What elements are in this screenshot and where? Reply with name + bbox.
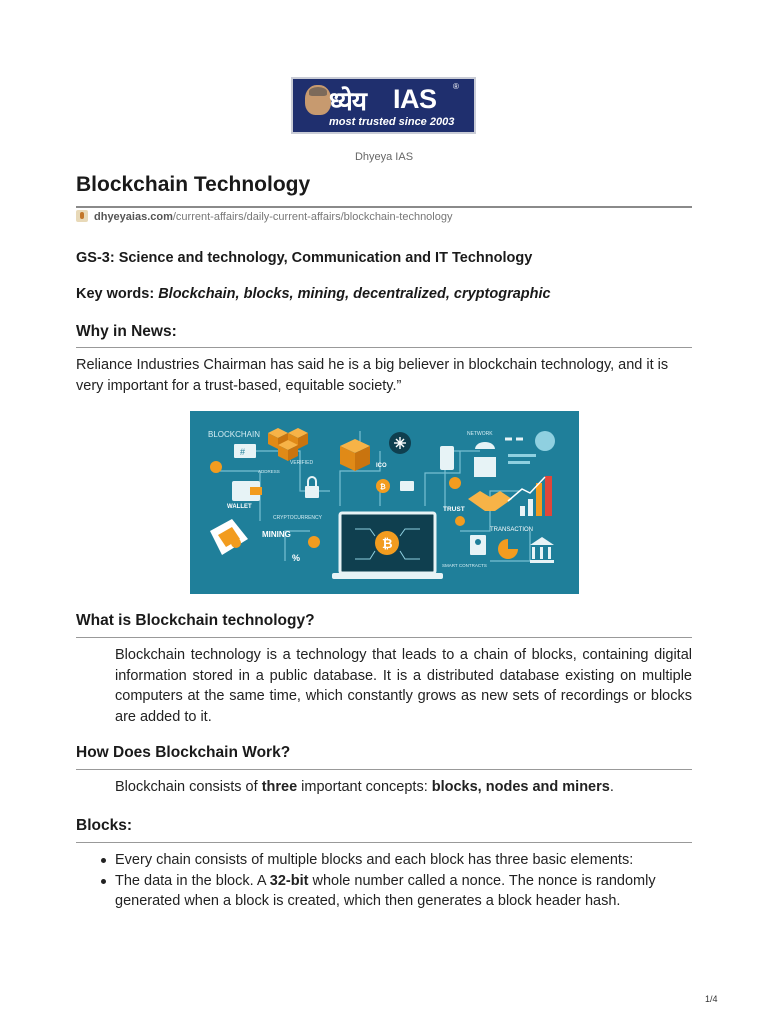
hero-label-transaction: TRANSACTION [490,527,534,533]
hero-label-trust: TRUST [443,506,465,513]
how-does-heading: How Does Blockchain Work? [76,744,291,761]
lock-coin-icon [210,461,222,473]
why-in-news-text: Reliance Industries Chairman has said he is a big believer in blockchain technology, and it is very important for a trust-based, equitable society.” [76,357,669,394]
hero-label-mining: MINING [262,530,291,539]
hero-label-blockchain: BLOCKCHAIN [208,430,261,439]
blocks-heading: Blocks: [76,817,132,834]
hero-label-cryptocurrency: CRYPTOCURRENCY [273,515,322,521]
section-divider [76,842,692,843]
title-divider [76,206,692,208]
svg-text:₿: ₿ [382,536,393,551]
source-url[interactable] [76,210,452,223]
keywords-line [76,286,551,302]
section-divider [76,347,692,348]
hero-label-smart-contracts: SMART CONTRACTS [442,563,487,568]
logo-tagline: most trusted since 2003 [329,116,455,128]
section-divider [76,637,692,638]
padlock-icon [305,486,319,498]
folder-icon [400,481,414,491]
block-cubes-icon [268,428,308,461]
source-path: /current-affairs/daily-current-affairs/blockchain-technology [172,211,453,223]
site-caption: Dhyeya IAS [354,151,414,163]
why-in-news-heading: Why in News: [76,323,177,340]
how-text-part: Blockchain consists of [115,779,262,795]
registered-mark: ® [453,82,459,91]
hero-label-wallet: WALLET [227,504,252,510]
what-is-text: Blockchain technology is a technology that leads to a chain of blocks, containing digital information stored in a public database. It is a distributed database existing on multiple computers at the same time, which constantly grows as new sets of recordings or blocks are added to it. [115,647,692,725]
hero-label-ico: ICO [376,463,387,469]
hero-label-hash: # [240,447,246,457]
gs-paper-line: GS-3: Science and technology, Communication and IT Technology [76,250,533,266]
founder-portrait-icon [305,85,331,115]
favicon-icon [76,210,88,222]
bank-icon [530,537,554,563]
clock-icon [535,431,555,451]
how-does-text [115,777,692,798]
growth-chart-icon [508,476,552,516]
logo-brand-hindi: ध्येय [329,87,366,117]
how-text-part: . [609,779,614,795]
page-number: 1/4 [705,994,718,1004]
bullet-bold-32bit: 32-bit [269,872,309,889]
list-item [115,871,692,912]
hero-label-network: NETWORK [467,431,493,437]
page-title: Blockchain Technology [76,173,311,196]
what-is-heading: What is Blockchain technology? [76,612,315,629]
how-text-part: important concepts: [297,779,432,795]
keywords-label: Key words: [76,286,159,302]
wallet-clasp [250,487,262,495]
logo-brand-latin: IAS [393,84,437,114]
cloud-icon [475,442,495,449]
list-item [115,850,692,871]
how-text-bold-concepts: blocks, nodes and miners [431,779,610,795]
bullet-text: Every chain consists of multiple blocks and each block has three basic elements: [115,852,634,868]
hero-label-percent: % [292,553,301,563]
how-text-bold-three: three [261,779,298,795]
blockchain-illustration [190,411,579,594]
bullet-text: whole number called a nonce. The nonce is randomly generated when a block is created, which then generates a block header hash. [115,872,656,909]
dhyeya-ias-logo [291,77,476,134]
hero-label-address: ADDRESS [258,469,280,474]
bullet-text: The data in the block. A [115,872,270,889]
source-domain: dhyeyaias.com [94,211,173,223]
coin-icon [308,536,320,548]
laptop-icon [332,513,443,579]
pie-chart-icon [498,539,518,559]
server-icon [474,457,496,477]
svg-text:₿: ₿ [380,484,386,491]
hero-label-verified: VERIFIED [290,460,314,466]
blocks-list [115,850,692,912]
phone-icon [440,446,454,470]
ico-box-icon [340,439,370,471]
section-divider [76,769,692,770]
keywords-value: Blockchain, blocks, mining, decentralized, cryptographic [158,286,551,302]
